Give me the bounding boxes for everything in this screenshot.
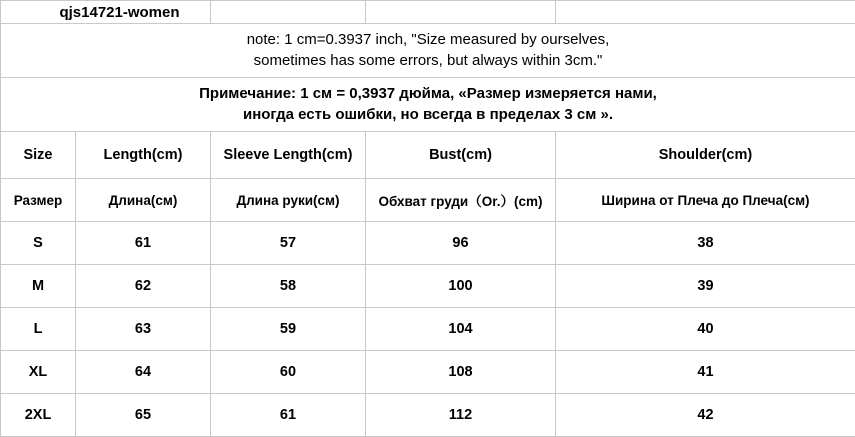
note-russian-line-1: Примечание: 1 см = 0,3937 дюйма, «Размер измеряется нами, bbox=[5, 83, 851, 104]
blank-cell bbox=[366, 1, 556, 24]
table-row bbox=[1, 351, 855, 394]
cell-bust: 96 bbox=[366, 222, 556, 265]
table-row bbox=[1, 308, 855, 351]
cell-size: 2XL bbox=[1, 394, 76, 437]
header-sleeve-en: Sleeve Length(cm) bbox=[211, 132, 366, 179]
cell-shoulder: 41 bbox=[556, 351, 855, 394]
table-row-note-ru bbox=[1, 78, 855, 132]
blank-cell bbox=[211, 1, 366, 24]
note-english-line-1: note: 1 cm=0.3937 inch, "Size measured by ourselves, bbox=[5, 29, 851, 50]
header-length-ru: Длина(см) bbox=[76, 179, 211, 222]
table-header-row-russian bbox=[1, 179, 855, 222]
header-size-en: Size bbox=[1, 132, 76, 179]
cell-size: XL bbox=[1, 351, 76, 394]
product-code: qjs14721-women bbox=[1, 1, 211, 24]
header-bust-ru: Обхват груди（Or.）(cm) bbox=[366, 179, 556, 222]
blank-cell bbox=[556, 1, 855, 24]
header-length-en: Length(cm) bbox=[76, 132, 211, 179]
cell-shoulder: 39 bbox=[556, 265, 855, 308]
table-row bbox=[1, 222, 855, 265]
cell-shoulder: 40 bbox=[556, 308, 855, 351]
note-russian-line-2: иногда есть ошибки, но всегда в пределах 3 см ». bbox=[5, 104, 851, 125]
cell-bust: 112 bbox=[366, 394, 556, 437]
header-size-ru: Размер bbox=[1, 179, 76, 222]
cell-size: S bbox=[1, 222, 76, 265]
cell-length: 64 bbox=[76, 351, 211, 394]
cell-length: 63 bbox=[76, 308, 211, 351]
cell-size: L bbox=[1, 308, 76, 351]
cell-sleeve: 57 bbox=[211, 222, 366, 265]
note-english-line-2: sometimes has some errors, but always within 3cm." bbox=[5, 50, 851, 71]
table-header-row-english bbox=[1, 132, 855, 179]
cell-sleeve: 58 bbox=[211, 265, 366, 308]
cell-sleeve: 59 bbox=[211, 308, 366, 351]
header-shoulder-en: Shoulder(cm) bbox=[556, 132, 855, 179]
header-sleeve-ru: Длина руки(см) bbox=[211, 179, 366, 222]
table-row bbox=[1, 394, 855, 437]
note-russian bbox=[1, 78, 855, 132]
cell-length: 61 bbox=[76, 222, 211, 265]
cell-bust: 104 bbox=[366, 308, 556, 351]
cell-bust: 100 bbox=[366, 265, 556, 308]
cell-length: 65 bbox=[76, 394, 211, 437]
table-row bbox=[1, 265, 855, 308]
cell-bust: 108 bbox=[366, 351, 556, 394]
header-bust-en: Bust(cm) bbox=[366, 132, 556, 179]
cell-shoulder: 42 bbox=[556, 394, 855, 437]
cell-sleeve: 60 bbox=[211, 351, 366, 394]
cell-shoulder: 38 bbox=[556, 222, 855, 265]
cell-length: 62 bbox=[76, 265, 211, 308]
cell-sleeve: 61 bbox=[211, 394, 366, 437]
note-english bbox=[1, 24, 855, 78]
header-shoulder-ru: Ширина от Плеча до Плеча(см) bbox=[556, 179, 855, 222]
cell-size: M bbox=[1, 265, 76, 308]
table-row-product-code bbox=[1, 1, 855, 24]
table-row-note-en bbox=[1, 24, 855, 78]
